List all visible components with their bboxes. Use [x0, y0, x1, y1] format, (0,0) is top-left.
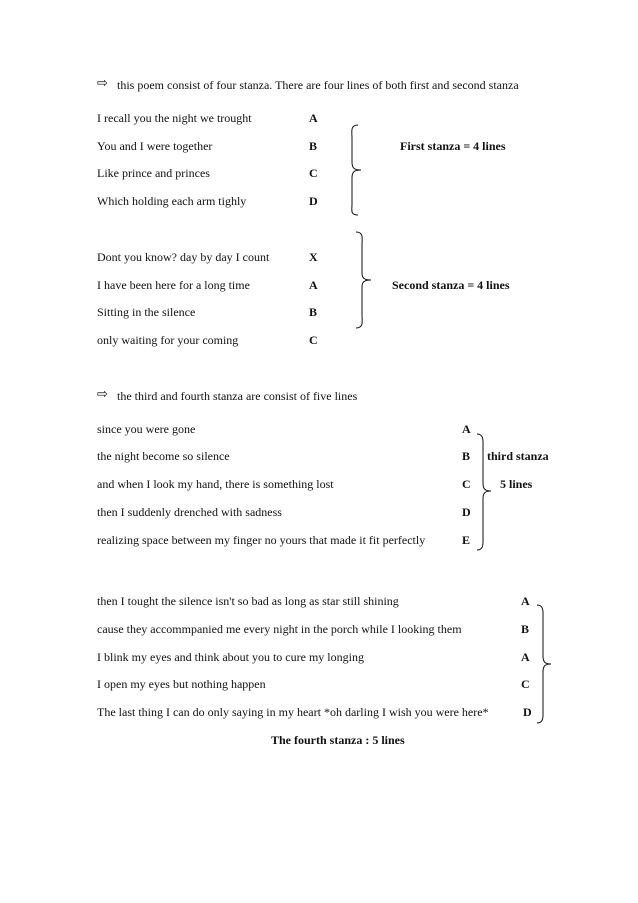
stanza4-rhyme: B — [521, 622, 530, 636]
stanza3-rhyme: A — [462, 422, 471, 436]
stanza3-line: realizing space between my finger no yours that made it fit perfectly — [97, 533, 426, 547]
stanza4-rhyme: A — [521, 650, 530, 664]
stanza1-rhyme: B — [309, 139, 318, 153]
intro-statement-1: this poem consist of four stanza. There are four lines of both first and second stanza — [117, 78, 519, 92]
stanza1-line: Like prince and princes — [97, 166, 210, 180]
stanza3-rhyme: B — [462, 449, 471, 463]
stanza1-line: Which holding each arm tighly — [97, 194, 247, 208]
stanza2-rhyme: C — [309, 333, 318, 347]
stanza1-rhyme: C — [309, 166, 318, 180]
stanza1-line: I recall you the night we trought — [97, 111, 252, 125]
stanza4-rhyme: A — [521, 594, 530, 608]
stanza4-brace — [534, 604, 554, 724]
stanza1-rhyme: A — [309, 111, 318, 125]
stanza3-summary-count: 5 lines — [500, 477, 533, 491]
stanza2-line: only waiting for your coming — [97, 333, 239, 347]
stanza3-line: since you were gone — [97, 422, 196, 436]
stanza4-line: The last thing I can do only saying in my heart *oh darling I wish you were here* — [97, 705, 489, 719]
stanza2-summary: Second stanza = 4 lines — [392, 278, 510, 292]
stanza3-line: and when I look my hand, there is something lost — [97, 477, 334, 491]
stanza4-line: then I tought the silence isn't so bad as long as star still shining — [97, 594, 399, 608]
stanza4-line: I open my eyes but nothing happen — [97, 677, 266, 691]
arrow-right-icon: ⇨ — [97, 387, 108, 402]
stanza2-rhyme: X — [309, 250, 318, 264]
stanza4-rhyme: D — [523, 705, 532, 719]
stanza4-summary: The fourth stanza : 5 lines — [271, 733, 405, 747]
stanza3-rhyme: D — [462, 505, 471, 519]
stanza3-line: then I suddenly drenched with sadness — [97, 505, 282, 519]
stanza3-rhyme: C — [462, 477, 471, 491]
stanza1-line: You and I were together — [97, 139, 213, 153]
stanza2-line: Sitting in the silence — [97, 305, 196, 319]
stanza2-brace — [352, 231, 376, 329]
arrow-right-icon: ⇨ — [97, 76, 108, 91]
stanza4-line: cause they accommpanied me every night in the porch while I looking them — [97, 622, 462, 636]
stanza1-rhyme: D — [309, 194, 318, 208]
stanza2-line: Dont you know? day by day I count — [97, 250, 270, 264]
stanza4-line: I blink my eyes and think about you to cure my longing — [97, 650, 364, 664]
stanza3-rhyme: E — [462, 533, 471, 547]
intro-statement-2: the third and fourth stanza are consist of five lines — [117, 389, 358, 403]
stanza2-rhyme: A — [309, 278, 318, 292]
stanza3-summary: third stanza — [487, 449, 549, 463]
stanza4-rhyme: C — [521, 677, 530, 691]
stanza1-summary: First stanza = 4 lines — [400, 139, 506, 153]
stanza2-line: I have been here for a long time — [97, 278, 250, 292]
stanza1-brace — [348, 124, 368, 216]
stanza2-rhyme: B — [309, 305, 318, 319]
stanza3-line: the night become so silence — [97, 449, 230, 463]
